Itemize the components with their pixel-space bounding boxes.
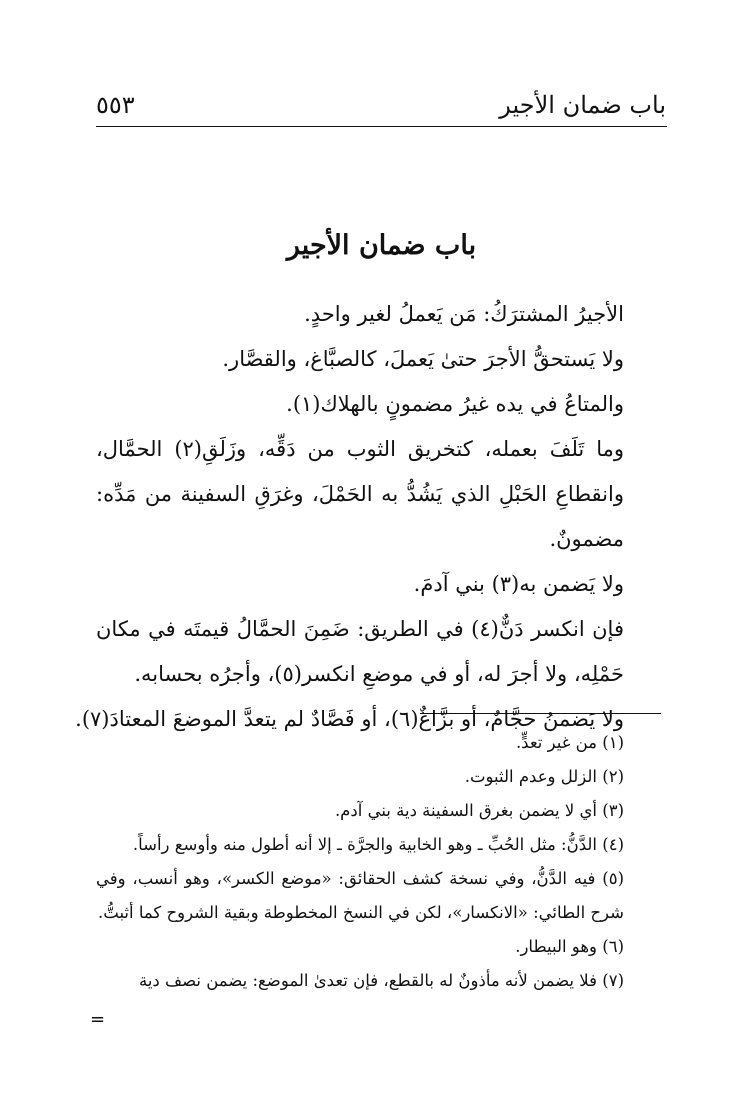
continuation-mark: = [90, 1009, 106, 1030]
footnote-6: (٦) وهو البيطار. [515, 937, 624, 956]
paragraph-definition: الأجيرُ المشترَكُ: مَن يَعملُ لغير واحدٍ. [304, 302, 624, 326]
running-header-title: باب ضمان الأجير [499, 91, 666, 119]
running-header [96, 88, 666, 122]
chapter-title: باب ضمان الأجير [286, 230, 477, 261]
paragraph-goods-not-liable: والمتاعُ في يده غيرُ مضمونٍ بالهلاك(١). [286, 392, 624, 416]
header-divider [96, 126, 667, 127]
footnote-2: (٢) الزلل وعدم الثبوت. [464, 767, 624, 786]
paragraph-wage-entitlement: ولا يَستحقُّ الأجرَ حتىٰ يَعملَ، كالصبَّاغ، والقصَّار. [222, 347, 624, 371]
footnote-4: (٤) الدَّنُّ: مثل الحُبِّ ـ وهو الخابية والجرَّة ـ إلا أنه أطول منه وأوسع رأساً. [132, 835, 624, 854]
footnotes [96, 726, 666, 998]
paragraph-cupper-not-liable: ولا يَضمنُ حجَّامٌ، أو بزَّاغٌ(٦)، أو فَصَّادٌ لم يتعدَّ الموضعَ المعتادَ(٧). [75, 707, 624, 731]
footnote-1: (١) من غير تعدٍّ. [515, 733, 624, 752]
paragraph-broken-jar: فإن انكسر دَنٌّ(٤) في الطريق: ضَمِنَ الحمَّالُ قيمتَه في مكان حَمْلِه، ولا أجرَ له، أو في موضعِ انكسر(٥)، وأجرُه بحسابه. [96, 617, 624, 686]
paragraph-human-life: ولا يَضمن به(٣) بني آدمَ. [413, 572, 624, 596]
footnote-3: (٣) أي لا يضمن بغرق السفينة دية بني آدم. [334, 801, 624, 820]
footnote-7: (٧) فلا يضمن لأنه مأذونٌ له بالقطع، فإن تعدىٰ الموضع: يضمن نصف دية [138, 971, 624, 990]
footnote-divider [420, 713, 661, 714]
footnote-5: (٥) فيه الدَّنُّ، وفي نسخة كشف الحقائق: «موضع الكسر»، وهو أنسب، وفي شرح الطائي: «الانكسار»، لكن في النسخ المخطوطة وبقية الشروح كما أثبتُّ. [96, 869, 624, 922]
paragraph-damage-liable: وما تَلَفَ بعمله، كتخريق الثوب من دَقِّه، وزَلَقِ(٢) الحمَّال، وانقطاعِ الحَبْلِ الذي يَشُدُّ به الحَمْلَ، وغرَقِ السفينة من مَدِّه: مضمونٌ. [96, 437, 624, 551]
main-text [75, 292, 666, 742]
page-number: ٥٥٣ [96, 91, 135, 119]
